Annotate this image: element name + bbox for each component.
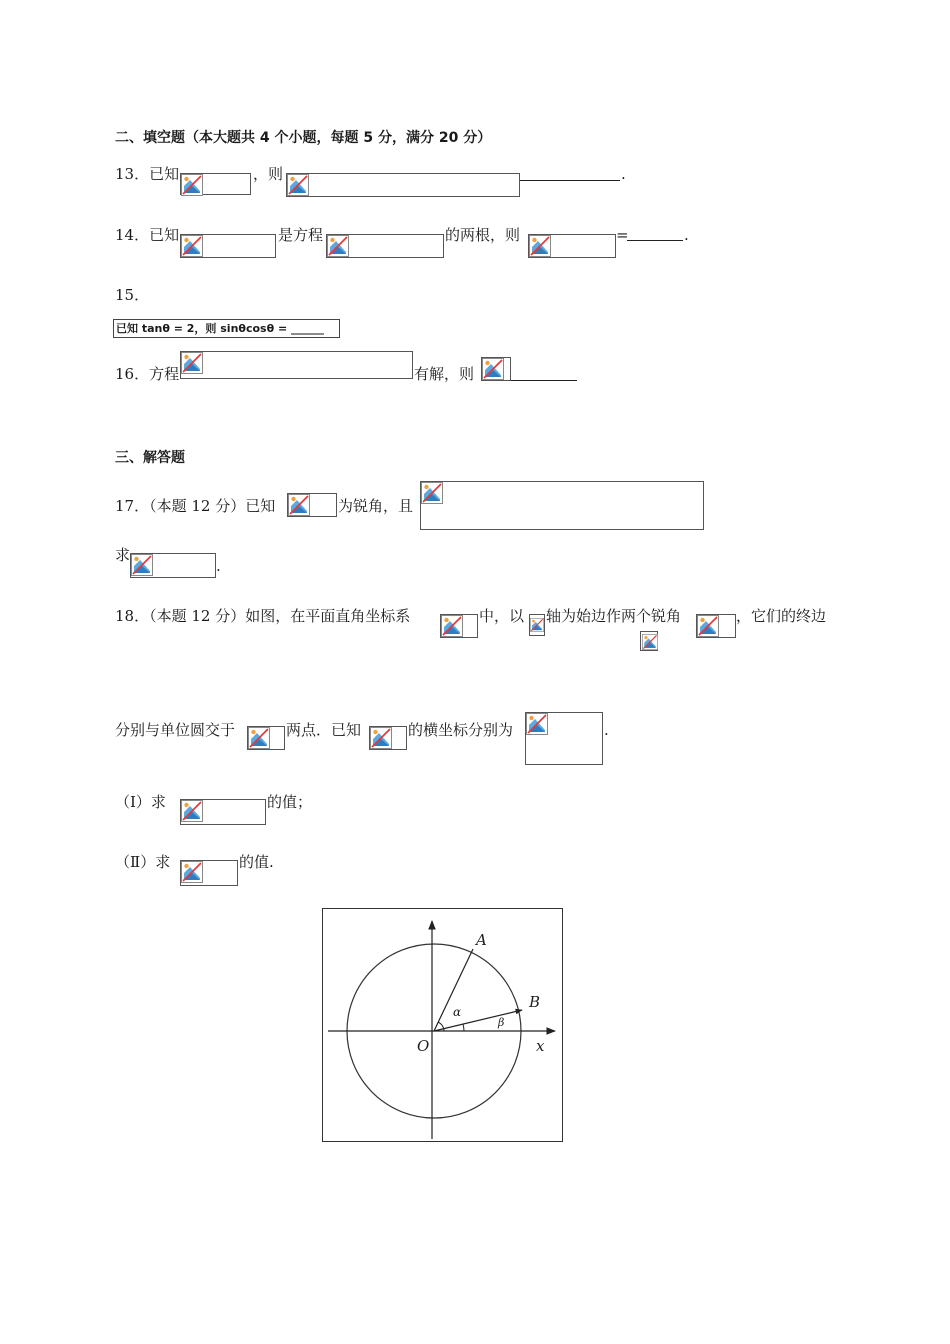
q18-formula-image-coords	[525, 712, 603, 765]
broken-image-icon	[181, 861, 203, 883]
q13-text-mid: ，则	[253, 165, 284, 183]
broken-image-icon	[181, 235, 203, 257]
q17-formula-image-3	[130, 553, 216, 578]
q18-part2-label: （Ⅱ）求	[115, 853, 171, 871]
q18-line2-a: 分别与单位圆交于	[115, 721, 236, 739]
q14-formula-image-3	[528, 234, 616, 258]
q14-eq: =	[616, 226, 629, 244]
q13-label: 13．已知	[115, 165, 180, 183]
q18-part2-end: 的值.	[239, 853, 274, 871]
broken-image-icon	[697, 615, 719, 637]
label-x: x	[536, 1037, 545, 1055]
q16-formula-image-2	[481, 357, 511, 381]
broken-image-icon	[131, 554, 153, 576]
q14-label: 14．已知	[115, 226, 180, 244]
q18-formula-image-x	[529, 614, 545, 636]
q18-text-mid2: 轴为始边作两个锐角	[546, 607, 682, 625]
q14-answer-blank	[627, 240, 683, 241]
section-heading-answer: 三、解答题	[115, 450, 185, 466]
broken-image-icon	[529, 235, 551, 257]
q13-answer-blank	[520, 180, 620, 181]
ray-B	[434, 1010, 522, 1031]
q14-text-mid2: 的两根，则	[445, 226, 521, 244]
q16-text-mid: 有解，则	[414, 365, 475, 383]
q18-line2-end: .	[604, 721, 609, 739]
q17-label: 17．（本题 12 分）已知	[115, 497, 276, 515]
q18-part1-formula-image	[180, 799, 266, 825]
broken-image-icon	[530, 618, 544, 632]
q17-formula-image-1	[287, 493, 337, 517]
q18-line2-c: 的横坐标分别为	[408, 721, 514, 739]
q18-formula-image-small	[640, 631, 658, 651]
q15-label: 15．	[115, 286, 150, 304]
label-O: O	[417, 1037, 430, 1055]
broken-image-icon	[370, 727, 392, 749]
q15-scanned-image	[113, 319, 340, 338]
broken-image-icon	[181, 174, 203, 196]
q18-part1-end: 的值；	[267, 793, 313, 811]
q14-text-mid1: 是方程	[278, 226, 324, 244]
q18-formula-image-xOy	[440, 614, 478, 638]
broken-image-icon	[248, 727, 270, 749]
q13-formula-image-2	[286, 173, 520, 197]
q14-end: .	[684, 226, 689, 244]
label-alpha: α	[453, 1005, 462, 1019]
broken-image-icon	[287, 174, 309, 196]
label-B: B	[529, 993, 541, 1011]
broken-image-icon	[181, 352, 203, 374]
broken-image-icon	[421, 482, 443, 504]
q18-formula-image-AB2	[369, 726, 407, 750]
q14-formula-image-2	[326, 234, 444, 258]
q18-formula-image-AB	[247, 726, 285, 750]
q18-line2-b: 两点．已知	[286, 721, 362, 739]
q17-formula-image-2	[420, 481, 704, 530]
q17-line2-prefix: 求	[115, 546, 131, 564]
q18-part1-label: （Ⅰ）求	[115, 793, 166, 811]
broken-image-icon	[288, 494, 310, 516]
q18-formula-image-angles	[696, 614, 736, 638]
broken-image-icon	[642, 634, 658, 650]
broken-image-icon	[327, 235, 349, 257]
label-A: A	[476, 931, 487, 949]
broken-image-icon	[181, 800, 203, 822]
label-beta: β	[498, 1016, 505, 1029]
section-heading-fill-in: 二、填空题（本大题共 4 个小题，每题 5 分，满分 20 分）	[115, 130, 492, 146]
q18-label: 18．（本题 12 分）如图，在平面直角坐标系	[115, 607, 411, 625]
broken-image-icon	[441, 615, 463, 637]
q16-answer-blank	[511, 380, 577, 381]
broken-image-icon	[482, 358, 504, 380]
q18-part2-formula-image	[180, 860, 238, 886]
q18-text-mid1: 中，以	[479, 607, 525, 625]
q16-label: 16．方程	[115, 365, 180, 383]
q13-formula-image-1	[180, 173, 251, 195]
q18-text-mid3: ，它们的终边	[736, 607, 827, 625]
broken-image-icon	[526, 713, 548, 735]
q14-formula-image-1	[180, 234, 276, 258]
q17-end: .	[216, 557, 221, 575]
q17-text-mid: 为锐角，且	[338, 497, 414, 515]
angle-beta-arc	[463, 1024, 464, 1031]
unit-circle-figure	[322, 908, 563, 1142]
unit-circle-diagram	[323, 909, 562, 1141]
q15-text: 已知 tanθ = 2，则 sinθcosθ = ______	[116, 322, 325, 335]
q13-end: .	[621, 165, 626, 183]
q16-formula-image-1	[180, 351, 413, 379]
